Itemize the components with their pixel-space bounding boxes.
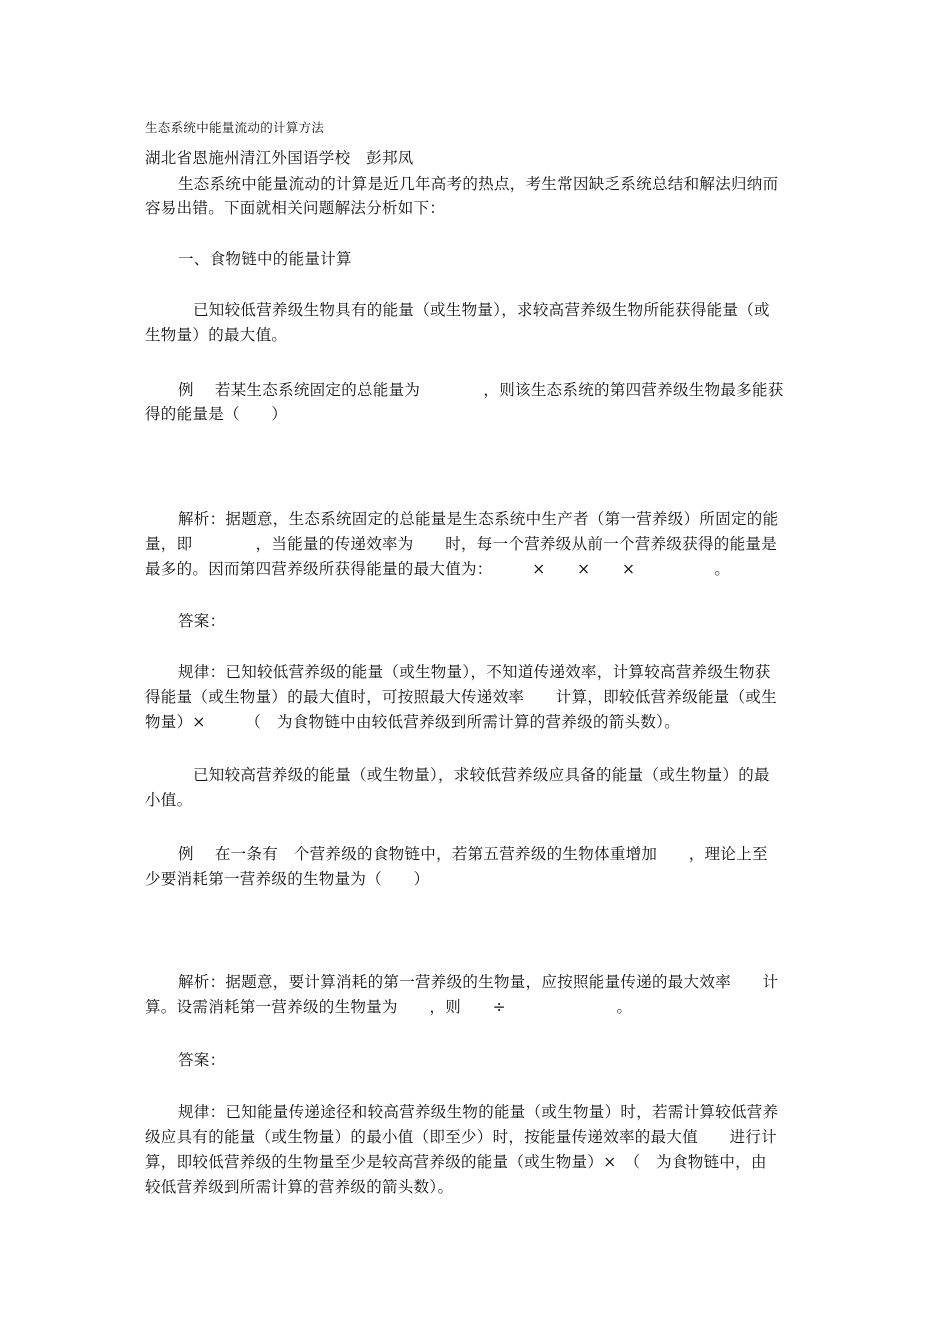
case1-line-1: 已知较低营养级生物具有的能量（或生物量），求较高营养级生物所能获得能量（或	[193, 301, 770, 319]
case2-line-2: 小值。	[145, 791, 193, 809]
section-heading: 一、食物链中的能量计算	[178, 250, 352, 268]
example1-line-1: 例 若某生态系统固定的总能量为 ，则该生态系统的第四营养级生物最多能获	[178, 381, 784, 399]
analysis1-line-2: 量，即 ，当能量的传递效率为 时，每一个营养级从前一个营养级获得的能量是	[145, 535, 778, 553]
analysis2-line-1: 解析：据题意，要计算消耗的第一营养级的生物量，应按照能量传递的最大效率 计	[178, 973, 779, 991]
example1-line-2: 得的能量是（ ）	[145, 405, 288, 423]
intro-line-1: 生态系统中能量流动的计算是近几年高考的热点，考生常因缺乏系统总结和解法归纳而	[178, 175, 779, 193]
rule1-line-2: 得能量（或生物量）的最大值时，可按照最大传递效率 计算，即较低营养级能量（或生	[145, 688, 778, 706]
document-title: 生态系统中能量流动的计算方法	[145, 120, 325, 135]
case2-line-1: 已知较高营养级的能量（或生物量），求较低营养级应具备的能量（或生物量）的最	[193, 766, 770, 784]
example2-line-2: 少要消耗第一营养级的生物量为（ ）	[145, 870, 430, 888]
example2-line-1: 例 在一条有 个营养级的食物链中，若第五营养级的生物体重增加 ，理论上至	[178, 845, 768, 863]
rule2-line-2: 级应具有的能量（或生物量）的最小值（即至少）时，按能量传递效率的最大值 进行计	[145, 1128, 778, 1146]
analysis1-line-1: 解析：据题意，生态系统固定的总能量是生态系统中生产者（第一营养级）所固定的能	[178, 510, 779, 528]
rule2-line-1: 规律：已知能量传递途径和较高营养级生物的能量（或生物量）时，若需计算较低营养	[178, 1103, 779, 1121]
author-line: 湖北省恩施州清江外国语学校 彭邦凤	[145, 149, 414, 167]
rule2-line-3: 算，即较低营养级的生物量至少是较高营养级的能量（或生物量）× （ 为食物链中，由	[145, 1153, 767, 1171]
answer1-label: 答案：	[178, 612, 226, 630]
rule1-line-1: 规律：已知较低营养级的能量（或生物量），不知道传递效率，计算较高营养级生物获	[178, 663, 771, 681]
intro-line-2: 容易出错。下面就相关问题解法分析如下：	[145, 199, 446, 217]
answer2-label: 答案：	[178, 1051, 226, 1069]
analysis1-line-3: 最多的。因而第四营养级所获得能量的最大值为： × × × 。	[145, 560, 731, 578]
analysis2-line-2: 算。设需消耗第一营养级的生物量为 ，则 ÷ 。	[145, 998, 633, 1016]
rule2-line-4: 较低营养级到所需计算的营养级的箭头数）。	[145, 1178, 454, 1196]
rule1-line-3: 物量）× （ 为食物链中由较低营养级到所需计算的营养级的箭头数）。	[145, 713, 680, 731]
case1-line-2: 生物量）的最大值。	[145, 326, 288, 344]
